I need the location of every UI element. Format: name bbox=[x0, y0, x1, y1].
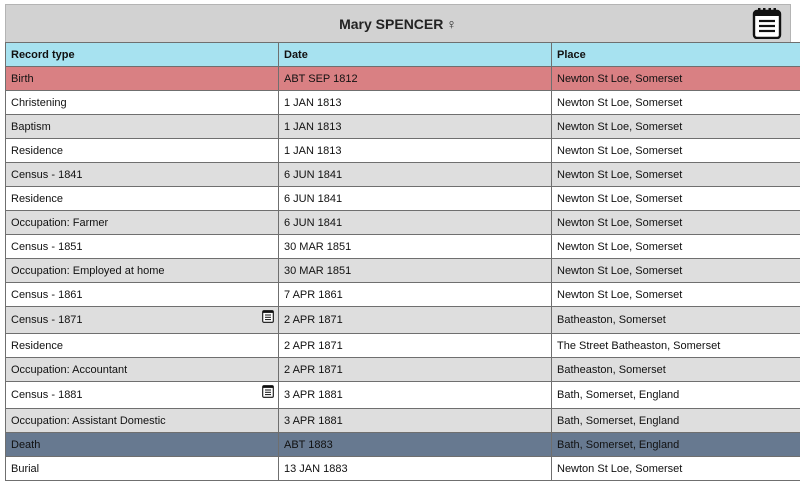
record-type-cell: Occupation: Employed at home bbox=[6, 259, 279, 283]
table-row[interactable] bbox=[6, 283, 800, 307]
place-cell: Newton St Loe, Somerset bbox=[552, 457, 800, 481]
record-type-cell: Death bbox=[6, 433, 279, 457]
place-cell: Newton St Loe, Somerset bbox=[552, 259, 800, 283]
record-type-cell: Occupation: Farmer bbox=[6, 211, 279, 235]
table-row[interactable] bbox=[6, 358, 800, 382]
place-cell: Batheaston, Somerset bbox=[552, 307, 800, 334]
table-row[interactable] bbox=[6, 163, 800, 187]
record-type-cell: Residence bbox=[6, 187, 279, 211]
record-type-cell: Occupation: Assistant Domestic bbox=[6, 409, 279, 433]
place-cell: Newton St Loe, Somerset bbox=[552, 163, 800, 187]
record-type-cell: Residence bbox=[6, 334, 279, 358]
record-type-cell: Census - 1841 bbox=[6, 163, 279, 187]
record-type-cell: Birth bbox=[6, 67, 279, 91]
table-row[interactable] bbox=[6, 187, 800, 211]
table-row[interactable] bbox=[6, 211, 800, 235]
record-type-cell bbox=[6, 382, 279, 409]
date-cell: 13 JAN 1883 bbox=[279, 457, 552, 481]
table-row[interactable] bbox=[6, 139, 800, 163]
column-header-place[interactable]: Place bbox=[552, 43, 800, 67]
record-type-cell: Occupation: Accountant bbox=[6, 358, 279, 382]
notepad-icon[interactable] bbox=[262, 384, 274, 398]
table-row[interactable] bbox=[6, 259, 800, 283]
notepad-icon[interactable] bbox=[262, 309, 274, 323]
table-row[interactable] bbox=[6, 91, 800, 115]
place-cell: Bath, Somerset, England bbox=[552, 433, 800, 457]
date-cell: 2 APR 1871 bbox=[279, 358, 552, 382]
place-cell: Newton St Loe, Somerset bbox=[552, 235, 800, 259]
place-cell: Newton St Loe, Somerset bbox=[552, 91, 800, 115]
place-cell: Newton St Loe, Somerset bbox=[552, 139, 800, 163]
notepad-icon[interactable] bbox=[752, 7, 782, 39]
title-bar bbox=[5, 4, 791, 42]
table-row[interactable] bbox=[6, 67, 800, 91]
place-cell: Bath, Somerset, England bbox=[552, 409, 800, 433]
gender-symbol: ♀ bbox=[446, 15, 457, 32]
date-cell: 6 JUN 1841 bbox=[279, 187, 552, 211]
place-cell: Bath, Somerset, England bbox=[552, 382, 800, 409]
date-cell: 1 JAN 1813 bbox=[279, 139, 552, 163]
place-cell: Batheaston, Somerset bbox=[552, 358, 800, 382]
record-type-cell: Christening bbox=[6, 91, 279, 115]
date-cell: 30 MAR 1851 bbox=[279, 235, 552, 259]
record-type-cell: Census - 1851 bbox=[6, 235, 279, 259]
date-cell: 30 MAR 1851 bbox=[279, 259, 552, 283]
table-row[interactable] bbox=[6, 307, 800, 334]
records-table bbox=[5, 42, 800, 481]
date-cell: 7 APR 1861 bbox=[279, 283, 552, 307]
place-cell: Newton St Loe, Somerset bbox=[552, 283, 800, 307]
person-panel bbox=[5, 4, 791, 481]
table-row[interactable] bbox=[6, 433, 800, 457]
date-cell: 2 APR 1871 bbox=[279, 307, 552, 334]
record-type-label: Census - 1881 bbox=[11, 389, 83, 401]
place-cell: The Street Batheaston, Somerset bbox=[552, 334, 800, 358]
date-cell: ABT SEP 1812 bbox=[279, 67, 552, 91]
date-cell: ABT 1883 bbox=[279, 433, 552, 457]
column-header-record-type[interactable]: Record type bbox=[6, 43, 279, 67]
date-cell: 6 JUN 1841 bbox=[279, 163, 552, 187]
record-type-cell: Baptism bbox=[6, 115, 279, 139]
record-type-cell: Burial bbox=[6, 457, 279, 481]
place-cell: Newton St Loe, Somerset bbox=[552, 187, 800, 211]
person-name: Mary SPENCER bbox=[339, 15, 444, 32]
record-type-label: Census - 1871 bbox=[11, 314, 83, 326]
date-cell: 1 JAN 1813 bbox=[279, 91, 552, 115]
record-type-cell bbox=[6, 307, 279, 334]
person-title bbox=[339, 16, 457, 32]
table-header-row bbox=[6, 43, 800, 67]
record-type-cell: Census - 1861 bbox=[6, 283, 279, 307]
place-cell: Newton St Loe, Somerset bbox=[552, 115, 800, 139]
column-header-date[interactable]: Date bbox=[279, 43, 552, 67]
table-row[interactable] bbox=[6, 457, 800, 481]
date-cell: 2 APR 1871 bbox=[279, 334, 552, 358]
table-row[interactable] bbox=[6, 334, 800, 358]
record-type-cell: Residence bbox=[6, 139, 279, 163]
place-cell: Newton St Loe, Somerset bbox=[552, 211, 800, 235]
table-row[interactable] bbox=[6, 382, 800, 409]
table-row[interactable] bbox=[6, 235, 800, 259]
table-row[interactable] bbox=[6, 115, 800, 139]
place-cell: Newton St Loe, Somerset bbox=[552, 67, 800, 91]
date-cell: 6 JUN 1841 bbox=[279, 211, 552, 235]
date-cell: 1 JAN 1813 bbox=[279, 115, 552, 139]
date-cell: 3 APR 1881 bbox=[279, 382, 552, 409]
date-cell: 3 APR 1881 bbox=[279, 409, 552, 433]
table-row[interactable] bbox=[6, 409, 800, 433]
